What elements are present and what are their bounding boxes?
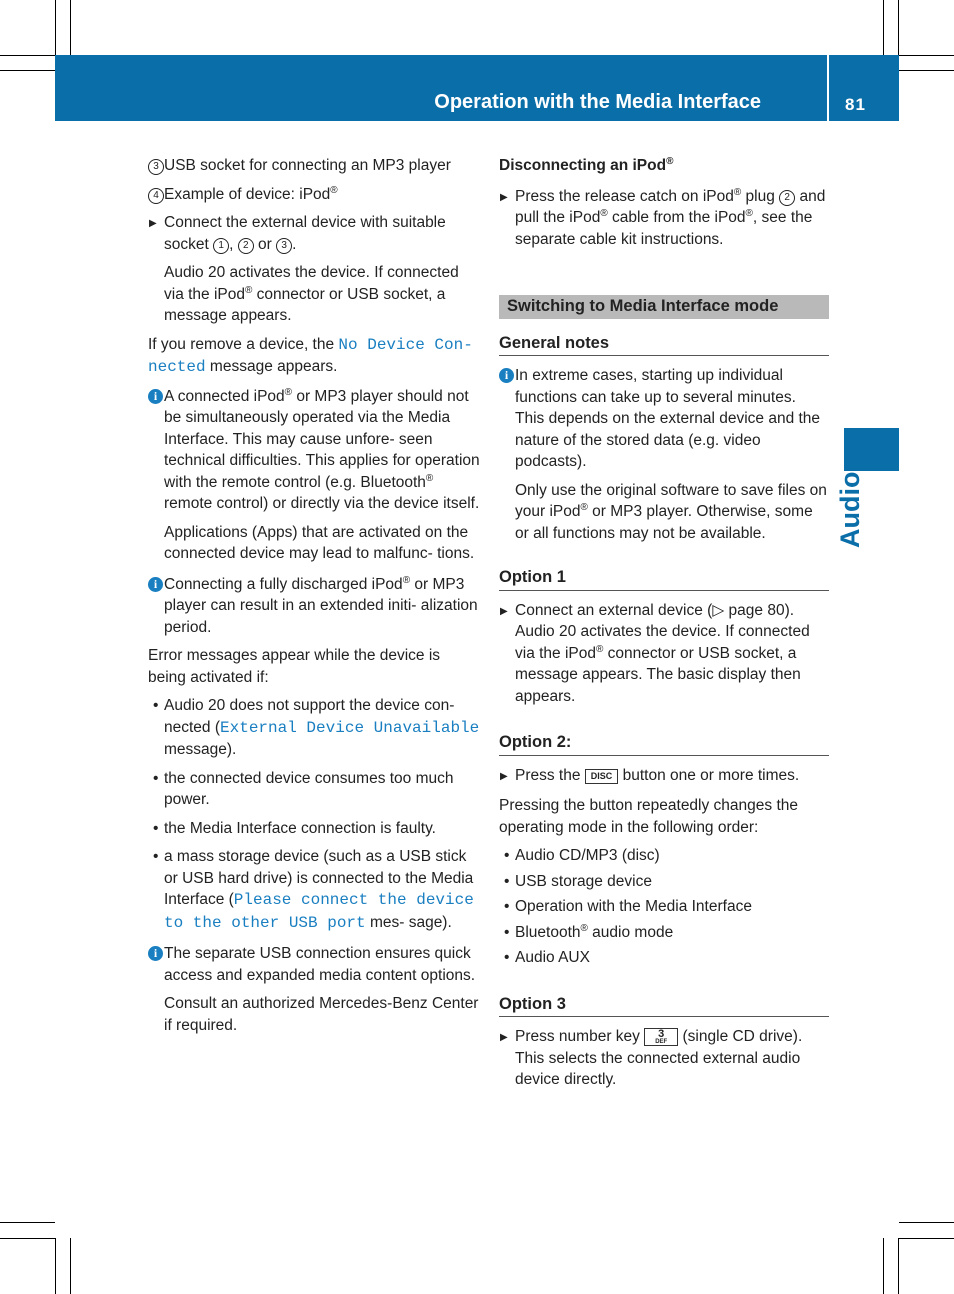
- info-note-paragraph: Only use the original software to save files on your iPod® or MP3 player. Otherwise, some or all functions may not be available.: [515, 481, 827, 542]
- crop-mark: [0, 70, 55, 71]
- info-note: i Connecting a fully discharged iPod® or MP3 player can result in an extended initi- alization period.: [148, 574, 480, 639]
- bullet-item: • Audio AUX: [504, 949, 590, 966]
- subheading: General notes: [499, 333, 829, 357]
- arrow-icon: ▶: [500, 770, 508, 782]
- subheading: Option 2:: [499, 732, 829, 756]
- info-icon: i: [148, 389, 163, 404]
- instruction-step: ▶ Press the DISC button one or more times.: [499, 765, 829, 787]
- info-note: i A connected iPod® or MP3 player should not be simultaneously operated via the Media Interface. This may cause unfore- seen technical difficulties. This applies for operation with the remote control (e.g. Bluetooth® remote control) or directly via the device itself.: [148, 386, 480, 515]
- bullet-item: • a mass storage device (such as a USB stick or USB hard drive) is connected to the Media Interface (Please connect the device to the other USB port mes- sage).: [153, 848, 474, 932]
- callout-number: 3: [148, 159, 164, 175]
- crop-mark: [70, 0, 71, 55]
- paragraph: If you remove a device, the No Device Con- nected message appears.: [148, 335, 473, 376]
- right-column: [499, 155, 829, 1098]
- subheading: Option 1: [499, 567, 829, 591]
- arrow-icon: ▶: [500, 605, 508, 617]
- instruction-step: ▶ Press the release catch on iPod® plug 2 and pull the iPod® cable from the iPod®, see the separate cable kit instructions.: [500, 186, 826, 248]
- info-icon: i: [499, 368, 514, 383]
- bullet-item: • Bluetooth® audio mode: [504, 922, 674, 941]
- bullet-item: • Audio 20 does not support the device con- nected (External Device Unavailable message).: [153, 697, 480, 758]
- crop-mark: [883, 1238, 884, 1294]
- bullet-item: • Audio CD/MP3 (disc): [504, 847, 660, 864]
- info-note: i The separate USB connection ensures quick access and expanded media content options.: [148, 943, 480, 986]
- crop-mark: [55, 0, 56, 55]
- page-title: Operation with the Media Interface: [434, 91, 761, 113]
- paragraph: Pressing the button repeatedly changes the operating mode in the following order:: [499, 797, 799, 836]
- subheading: Disconnecting an iPod®: [499, 155, 674, 174]
- paragraph: Error messages appear while the device is being activated if:: [148, 647, 441, 686]
- crop-mark: [883, 0, 884, 55]
- info-note-paragraph: Applications (Apps) that are activated on the connected device may lead to malfunc- tions.: [164, 523, 475, 562]
- info-note-paragraph: Consult an authorized Mercedes-Benz Center if required.: [164, 995, 479, 1034]
- crop-mark: [899, 70, 954, 71]
- crop-mark: [899, 1222, 954, 1223]
- arrow-icon: ▶: [500, 1032, 508, 1043]
- page-header: [55, 55, 899, 121]
- bullet-item: • Operation with the Media Interface: [504, 898, 752, 915]
- bullet-item: • the connected device consumes too much power.: [153, 769, 454, 808]
- info-note: i In extreme cases, starting up individual functions can take up to several minutes. This depends on the external device and the nature of the stored data (e.g. video podcasts).: [499, 365, 829, 473]
- chapter-label: Audio: [835, 471, 865, 548]
- crop-mark: [898, 1238, 899, 1294]
- crop-mark: [0, 1238, 55, 1239]
- crop-mark: [0, 1222, 55, 1223]
- bullet-item: • the Media Interface connection is faulty.: [153, 819, 436, 837]
- legend-item: 4 Example of device: iPod®: [148, 184, 480, 206]
- instruction-step: ▶ Connect the external device with suitable socket 1 , 2 or 3 .: [149, 214, 446, 253]
- crop-mark: [0, 55, 55, 56]
- info-icon: i: [148, 577, 163, 592]
- callout-number: 4: [148, 188, 164, 204]
- crop-mark: [55, 1238, 56, 1294]
- page-number: 81: [845, 95, 866, 114]
- header-divider: [827, 55, 829, 121]
- page-reference: ▷ page 80: [712, 601, 785, 619]
- subheading: Option 3: [499, 994, 829, 1018]
- section-heading: Switching to Media Interface mode: [499, 295, 829, 319]
- display-message: No Device Con- nected: [148, 335, 473, 376]
- chapter-tab: [844, 428, 899, 471]
- display-message: Please connect the device to the other USB port: [164, 891, 474, 932]
- display-message: External Device Unavailable: [220, 718, 480, 737]
- arrow-icon: ▶: [149, 218, 157, 229]
- step-result: Audio 20 activates the device. If connected via the iPod® connector or USB socket, a message appears.: [164, 264, 459, 324]
- crop-mark: [898, 0, 899, 55]
- crop-mark: [899, 55, 954, 56]
- left-column: [148, 155, 480, 1043]
- arrow-icon: ▶: [500, 191, 508, 203]
- instruction-step: ▶ Press number key 3 DEF (single CD drive). This selects the connected external audio device directly.: [500, 1028, 803, 1088]
- legend-item: 3 USB socket for connecting an MP3 player: [148, 155, 480, 177]
- crop-mark: [899, 1238, 954, 1239]
- number-key-icon: 3 DEF: [644, 1028, 678, 1046]
- disc-key-icon: DISC: [585, 769, 619, 784]
- crop-mark: [70, 1238, 71, 1294]
- instruction-step: ▶ Connect an external device (▷ page 80). Audio 20 activates the device. If connected via the iPod® connector or USB socket, a message appears. The basic display then appears.: [500, 601, 810, 705]
- info-icon: i: [148, 946, 163, 961]
- bullet-item: • USB storage device: [504, 872, 652, 890]
